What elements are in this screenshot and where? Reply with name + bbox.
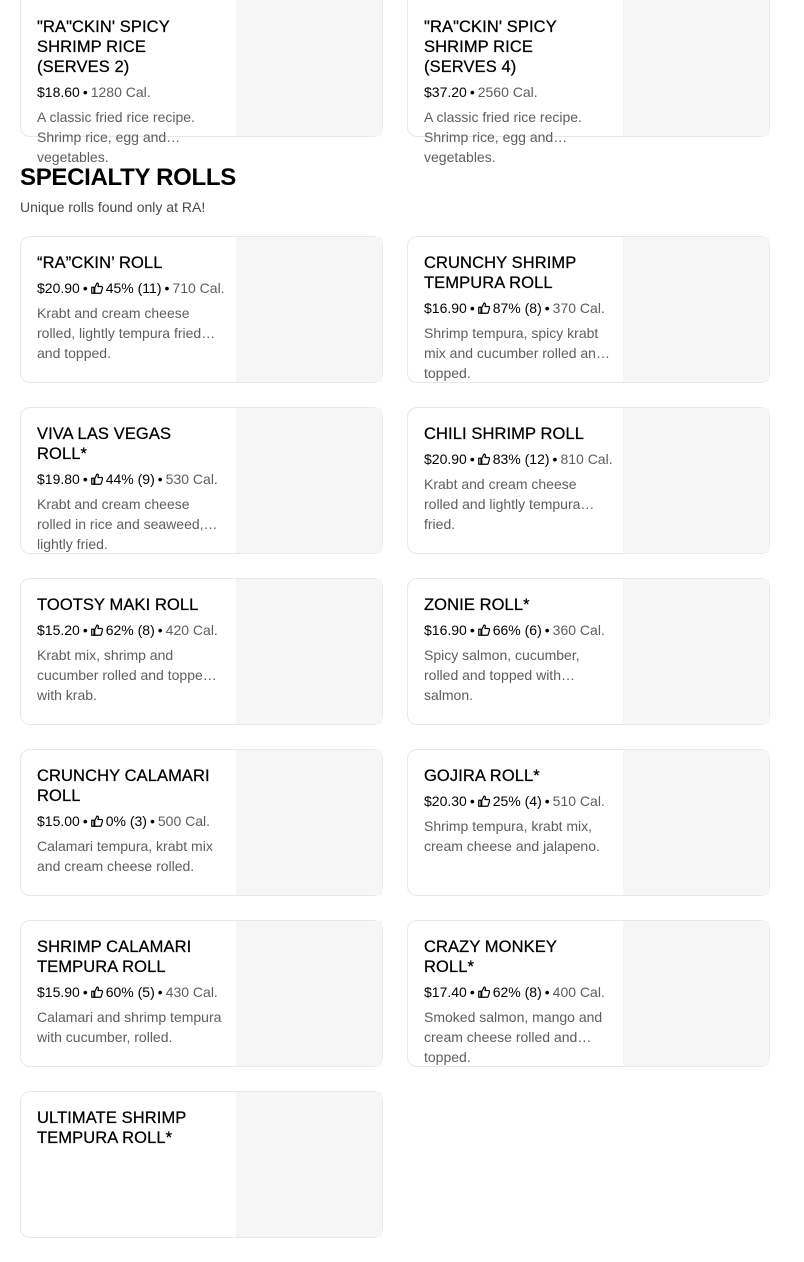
separator-dot: • [82, 84, 88, 100]
menu-item-rating: 44% (9) [105, 471, 155, 487]
menu-item-description: Calamari and shrimp tempura with cucumber, rolled. [37, 1009, 222, 1045]
menu-item-meta [37, 621, 223, 639]
menu-item-calories: 420 Cal. [165, 622, 218, 638]
menu-item-card[interactable] [20, 0, 383, 165]
menu-item-card[interactable] [407, 236, 770, 383]
menu-item-calories: 1280 Cal. [90, 84, 151, 100]
menu-item-info [37, 937, 223, 1047]
menu-item-price: $16.90 [424, 300, 467, 316]
menu-item-name: CRAZY MONKEY ROLL* [424, 938, 557, 976]
menu-item-image[interactable] [236, 579, 382, 724]
menu-item-name: SHRIMP CALAMARI TEMPURA ROLL [37, 938, 192, 976]
separator-dot: • [157, 471, 163, 487]
menu-item-card[interactable] [407, 407, 770, 554]
menu-item-calories: 530 Cal. [165, 471, 218, 487]
menu-item-price: $20.90 [424, 451, 467, 467]
menu-item-meta [424, 792, 610, 810]
menu-item-description: Krabt and cream cheese rolled, lightly tempura fried and topped. [37, 305, 202, 361]
menu-item-description: Smoked salmon, mango and cream cheese rolled and topped. [424, 1009, 603, 1065]
menu-item-image[interactable] [623, 579, 769, 724]
menu-item-rating: 62% (8) [105, 622, 155, 638]
thumbs-up-icon [91, 282, 103, 294]
menu-item-description: Shrimp tempura, spicy krabt mix and cucumber rolled and topped. [424, 325, 604, 381]
menu-item-calories: 370 Cal. [552, 300, 605, 316]
separator-dot: • [469, 451, 475, 467]
menu-item-info [37, 253, 225, 361]
menu-item-meta [424, 983, 610, 1001]
menu-item-description: Spicy salmon, cucumber, rolled and topped with salmon. [424, 647, 580, 703]
menu-item-rating: 0% (3) [105, 813, 147, 829]
menu-item-price: $16.90 [424, 622, 467, 638]
menu-item-image[interactable] [623, 0, 769, 136]
section-subtitle: Unique rolls found only at RA! [20, 199, 206, 215]
menu-item-name: CRUNCHY SHRIMP TEMPURA ROLL [424, 254, 577, 292]
menu-item-rating: 45% (11) [105, 280, 162, 296]
menu-item-card[interactable] [20, 1091, 383, 1238]
separator-dot: • [82, 984, 88, 1000]
menu-item-info [37, 766, 223, 876]
menu-item-name: "RA"CKIN' SPICY SHRIMP RICE (SERVES 4) [424, 18, 557, 76]
menu-item-card[interactable] [407, 920, 770, 1067]
menu-item-rating: 25% (4) [492, 793, 542, 809]
menu-item-name: GOJIRA ROLL* [424, 767, 540, 785]
thumbs-up-icon [91, 986, 103, 998]
top-item-grid [20, 0, 770, 165]
section-header [20, 164, 236, 216]
separator-dot: • [469, 984, 475, 1000]
menu-item-meta [424, 83, 610, 101]
separator-dot: • [157, 622, 163, 638]
menu-item-name: CRUNCHY CALAMARI ROLL [37, 767, 210, 805]
menu-item-calories: 710 Cal. [172, 280, 225, 296]
menu-item-info [37, 17, 223, 165]
specialty-rolls-grid [20, 236, 770, 1262]
menu-item-info [37, 1108, 223, 1148]
menu-item-card[interactable] [407, 578, 770, 725]
menu-item-rating: 62% (8) [492, 984, 542, 1000]
menu-item-name: ULTIMATE SHRIMP TEMPURA ROLL* [37, 1109, 187, 1147]
separator-dot: • [82, 471, 88, 487]
menu-item-price: $20.90 [37, 280, 80, 296]
menu-item-info [37, 424, 223, 552]
separator-dot: • [544, 793, 550, 809]
menu-item-image[interactable] [236, 1092, 382, 1237]
separator-dot: • [164, 280, 170, 296]
menu-item-price: $15.20 [37, 622, 80, 638]
menu-item-rating: 66% (6) [492, 622, 542, 638]
menu-item-description: Shrimp tempura, krabt mix, cream cheese and jalapeno. [424, 818, 600, 854]
separator-dot: • [544, 622, 550, 638]
menu-item-meta [37, 83, 223, 101]
separator-dot: • [149, 813, 155, 829]
menu-item-meta [424, 299, 610, 317]
menu-item-image[interactable] [623, 237, 769, 382]
thumbs-up-icon [91, 815, 103, 827]
menu-item-meta [37, 812, 223, 830]
menu-item-card[interactable] [407, 749, 770, 896]
menu-item-image[interactable] [236, 237, 382, 382]
thumbs-up-icon [478, 986, 490, 998]
menu-item-name: "RA"CKIN' SPICY SHRIMP RICE (SERVES 2) [37, 18, 170, 76]
menu-item-price: $20.30 [424, 793, 467, 809]
menu-item-card[interactable] [20, 578, 383, 725]
separator-dot: • [82, 622, 88, 638]
menu-item-image[interactable] [623, 750, 769, 895]
menu-item-description: A classic fried rice recipe. Shrimp rice, egg and vegetables. [37, 109, 195, 165]
menu-item-image[interactable] [236, 750, 382, 895]
menu-item-info [424, 937, 610, 1065]
menu-item-price: $18.60 [37, 84, 80, 100]
menu-item-meta [37, 470, 223, 488]
menu-item-calories: 810 Cal. [560, 451, 613, 467]
menu-item-rating: 87% (8) [492, 300, 542, 316]
menu-item-card[interactable] [20, 407, 383, 554]
menu-item-image[interactable] [236, 921, 382, 1066]
menu-item-info [424, 17, 610, 165]
menu-item-image[interactable] [623, 408, 769, 553]
separator-dot: • [469, 622, 475, 638]
menu-item-price: $37.20 [424, 84, 467, 100]
separator-dot: • [469, 84, 475, 100]
menu-item-calories: 510 Cal. [552, 793, 605, 809]
menu-item-info [424, 766, 610, 856]
menu-item-calories: 2560 Cal. [477, 84, 538, 100]
menu-item-meta [424, 621, 610, 639]
thumbs-up-icon [478, 453, 490, 465]
separator-dot: • [82, 813, 88, 829]
menu-item-rating: 60% (5) [105, 984, 155, 1000]
menu-item-card[interactable] [20, 749, 383, 896]
menu-item-card[interactable] [20, 920, 383, 1067]
menu-item-description: Calamari tempura, krabt mix and cream cheese rolled. [37, 838, 213, 874]
separator-dot: • [544, 984, 550, 1000]
menu-item-description: Krabt and cream cheese rolled in rice and seaweed, lightly fried. [37, 496, 204, 552]
menu-item-rating: 83% (12) [492, 451, 550, 467]
separator-dot: • [469, 793, 475, 809]
menu-item-image[interactable] [236, 0, 382, 136]
menu-item-price: $15.90 [37, 984, 80, 1000]
menu-item-description: Krabt mix, shrimp and cucumber rolled and topped with krab. [37, 647, 211, 703]
thumbs-up-icon [91, 473, 103, 485]
thumbs-up-icon [91, 624, 103, 636]
menu-item-card[interactable] [407, 0, 770, 165]
menu-item-description: A classic fried rice recipe. Shrimp rice, egg and vegetables. [424, 109, 582, 165]
menu-item-meta [37, 279, 223, 297]
menu-item-name: ZONIE ROLL* [424, 596, 530, 614]
menu-item-name: CHILI SHRIMP ROLL [424, 425, 585, 443]
menu-item-image[interactable] [623, 921, 769, 1066]
menu-item-calories: 500 Cal. [157, 813, 211, 829]
menu-item-info [424, 424, 613, 532]
thumbs-up-icon [478, 795, 490, 807]
menu-item-price: $15.00 [37, 813, 80, 829]
menu-item-calories: 400 Cal. [552, 984, 605, 1000]
menu-item-calories: 430 Cal. [165, 984, 218, 1000]
menu-item-name: TOOTSY MAKI ROLL [37, 596, 199, 614]
separator-dot: • [544, 300, 550, 316]
menu-item-description: Krabt and cream cheese rolled and lightly tempura fried. [424, 476, 581, 532]
menu-item-price: $17.40 [424, 984, 467, 1000]
menu-item-meta [424, 450, 613, 468]
thumbs-up-icon [478, 302, 490, 314]
menu-item-info [424, 253, 610, 381]
thumbs-up-icon [478, 624, 490, 636]
menu-item-image[interactable] [236, 408, 382, 553]
section-title: SPECIALTY ROLLS [20, 164, 236, 191]
separator-dot: • [552, 451, 558, 467]
separator-dot: • [469, 300, 475, 316]
separator-dot: • [157, 984, 163, 1000]
menu-item-info [37, 595, 223, 703]
menu-item-info [424, 595, 610, 703]
menu-item-price: $19.80 [37, 471, 80, 487]
menu-item-name: VIVA LAS VEGAS ROLL* [37, 425, 172, 463]
menu-item-name: “RA”CKIN’ ROLL [37, 254, 163, 272]
menu-item-card[interactable] [20, 236, 383, 383]
menu-item-calories: 360 Cal. [552, 622, 605, 638]
menu-item-meta [37, 983, 223, 1001]
separator-dot: • [82, 280, 88, 296]
